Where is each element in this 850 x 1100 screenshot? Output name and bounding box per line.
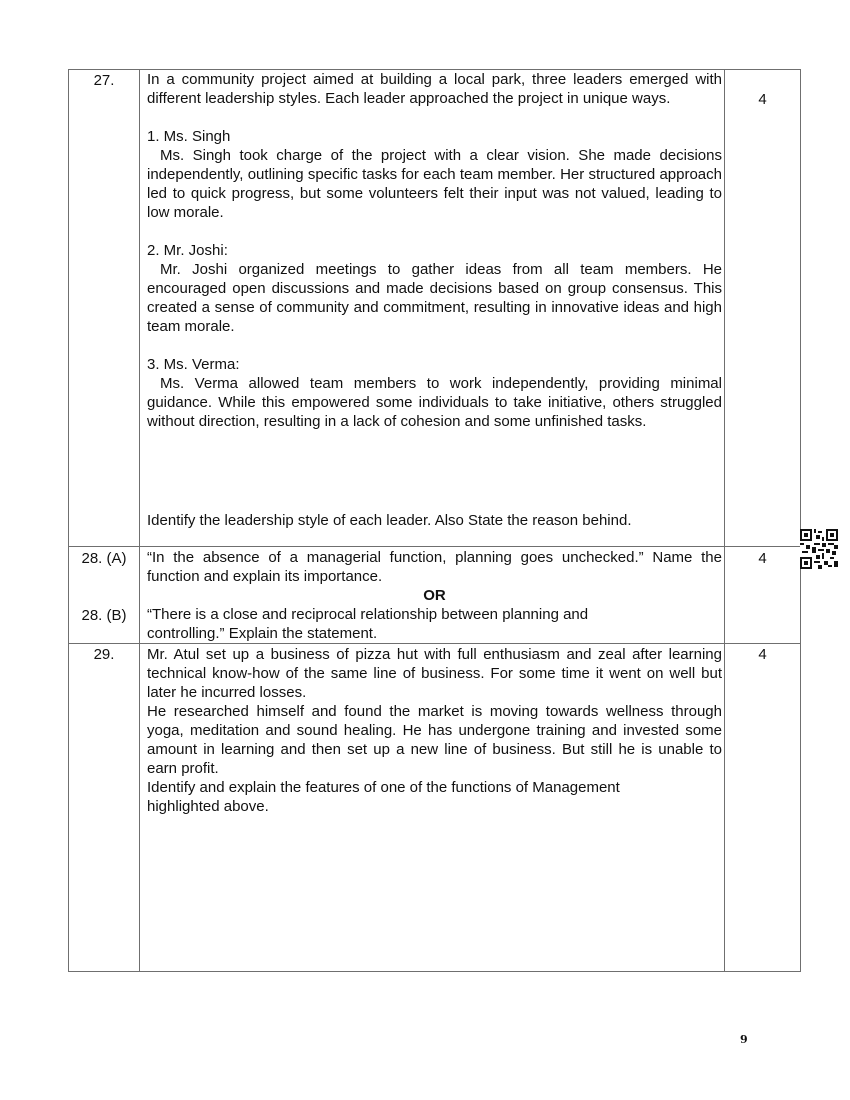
qr-code-icon [800, 529, 838, 569]
q28b-line-2: controlling.” Explain the statement. [147, 625, 378, 642]
leader-1-text: Ms. Singh took charge of the project with a clear vision. She made decisions independently, outlining specific tasks for each team member. Her structured approach led to quick progress, but some volunteers felt their input was not valued, leading to low morale. [147, 147, 722, 221]
q27-question: Identify the leadership style of each leader. Also State the reason behind. [147, 512, 632, 529]
or-label: OR [423, 587, 446, 604]
table-divider-number [139, 69, 140, 972]
marks-28: 4 [758, 550, 767, 567]
table-border-right [800, 69, 801, 972]
question-number-29: 29. [93, 646, 115, 663]
table-border-left [68, 69, 69, 972]
leader-2-text: Mr. Joshi organized meetings to gather ideas from all team members. He encouraged open discussions and made decisions based on group consensus. This created a sense of community and commitment, resulting in innovative ideas and high team morale. [147, 261, 722, 335]
q29-para-2: He researched himself and found the market is moving towards wellness through yoga, meditation and sound healing. He has undergone training and invested some amount in learning and then set up a new line of business. But still he is unable to earn profit. [147, 703, 722, 777]
leader-2-heading: 2. Mr. Joshi: [147, 242, 228, 259]
leader-3-text: Ms. Verma allowed team members to work independently, providing minimal guidance. While this empowered some individuals to take initiative, others struggled without direction, resulting in a lack of cohesion and some unfinished tasks. [147, 375, 722, 430]
row-divider-28-29 [68, 643, 801, 644]
question-27-body [147, 70, 722, 431]
question-number-27: 27. [93, 72, 115, 89]
marks-29: 4 [758, 646, 767, 663]
table-border-bottom [68, 971, 801, 972]
leader-1-heading: 1. Ms. Singh [147, 128, 231, 145]
question-number-28a: 28. (A) [81, 550, 127, 567]
q29-para-1: Mr. Atul set up a business of pizza hut with full enthusiasm and zeal after learning technical know-how of the same line of business. For some time it went on well but later he incurred losses. [147, 646, 722, 701]
q27-intro: In a community project aimed at building a local park, three leaders emerged with different leadership styles. Each leader approached the project in unique ways. [147, 71, 722, 107]
q28b-text [147, 605, 722, 643]
question-number-28b: 28. (B) [81, 607, 127, 624]
q29-para-3: Identify and explain the features of one of the functions of Management highlighted above. [147, 779, 620, 815]
q28b-line-1: “There is a close and reciprocal relationship between planning and [147, 606, 589, 623]
leader-3-heading: 3. Ms. Verma: [147, 356, 240, 373]
row-divider-27-28 [68, 546, 801, 547]
q28a-text: “In the absence of a managerial function, planning goes unchecked.” Name the function and explain its importance. [147, 549, 722, 585]
marks-27: 4 [758, 91, 767, 108]
question-29-body [147, 645, 722, 816]
page-number: 9 [740, 1033, 748, 1046]
table-divider-marks [724, 69, 725, 972]
